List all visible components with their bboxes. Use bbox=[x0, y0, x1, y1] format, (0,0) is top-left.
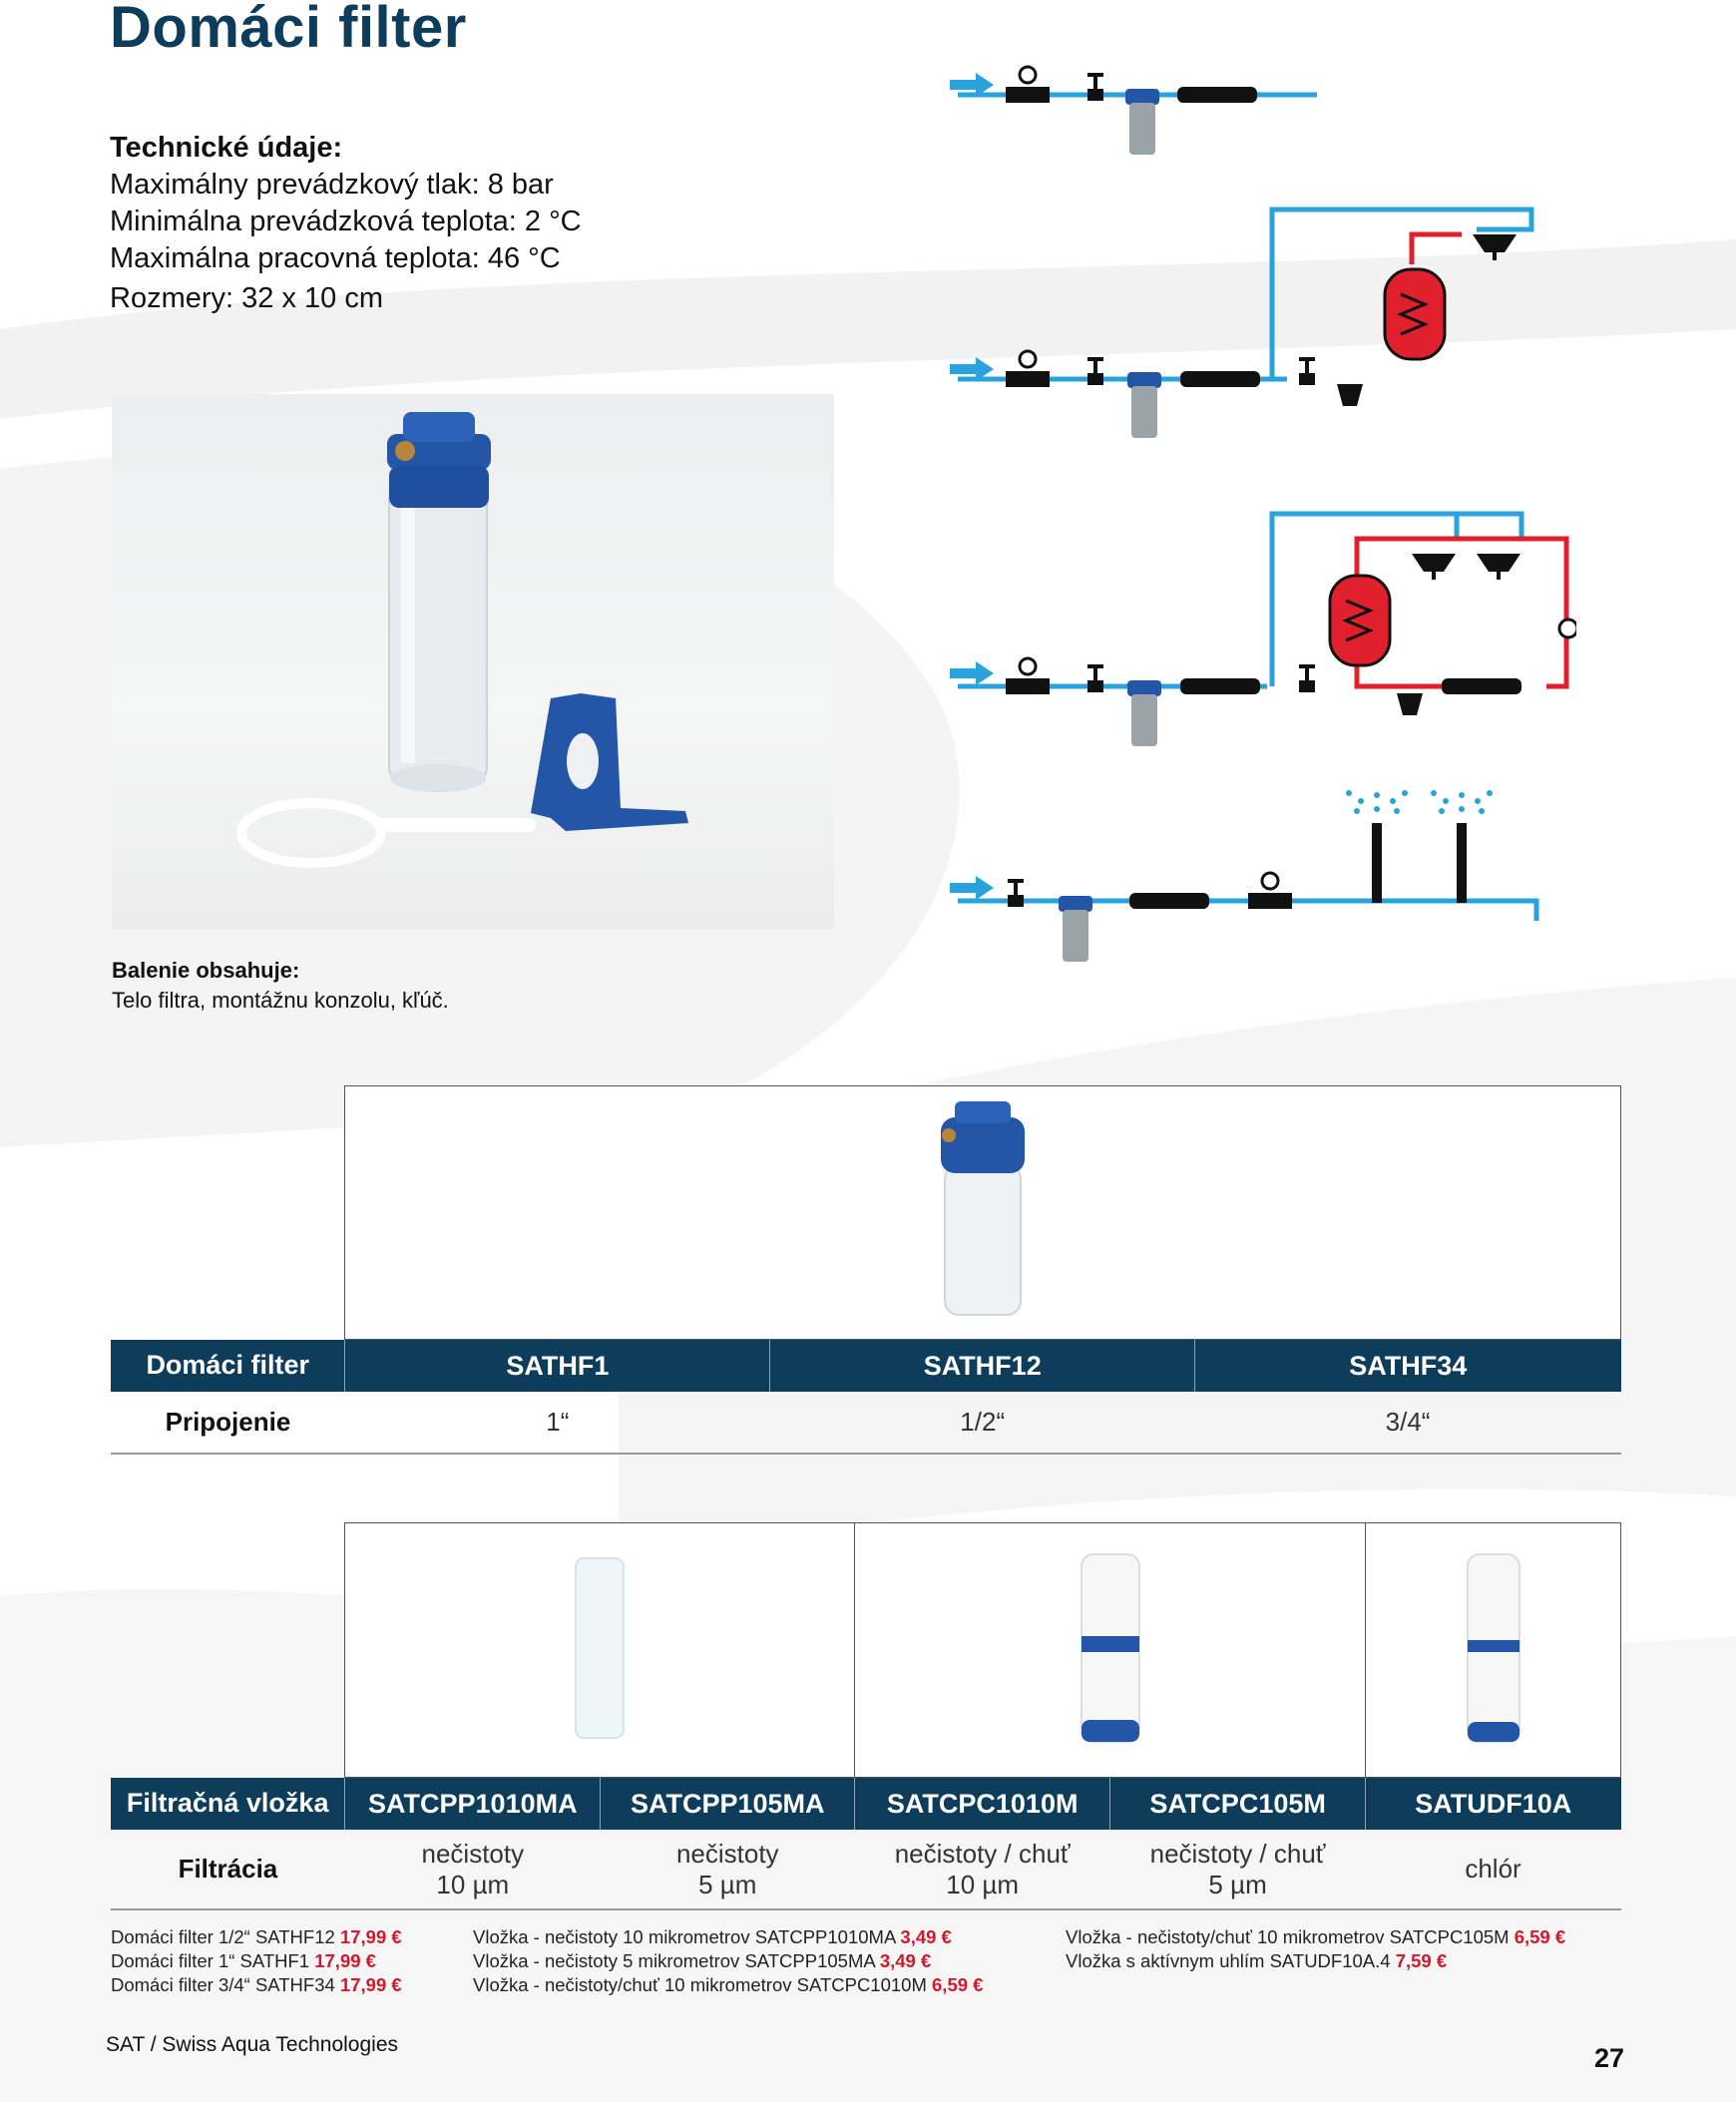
code-sathf12: SATHF12 bbox=[770, 1340, 1195, 1393]
code-satudf10a: SATUDF10A bbox=[1366, 1778, 1621, 1831]
price-list-cartridges-2 bbox=[1066, 1925, 1565, 1973]
connection-value: 3/4“ bbox=[1195, 1392, 1621, 1454]
diagram-irrigation bbox=[950, 790, 1536, 962]
connection-label: Pripojenie bbox=[111, 1392, 345, 1454]
filter-housing-icon bbox=[923, 1095, 1043, 1325]
diagram-with-circulation bbox=[950, 514, 1576, 746]
installation-diagrams bbox=[938, 55, 1576, 1013]
package-contents bbox=[112, 956, 449, 1016]
table1-header-label: Domáci filter bbox=[111, 1340, 345, 1393]
connection-value: 1“ bbox=[345, 1392, 770, 1454]
filtration-value: nečistoty 5 µm bbox=[601, 1830, 855, 1909]
footer-brand: SAT / Swiss Aqua Technologies bbox=[106, 2033, 399, 2056]
price-line: Domáci filter 3/4“ SATHF34 17,99 € bbox=[111, 1974, 402, 1995]
code-satcpc1010m: SATCPC1010M bbox=[855, 1778, 1110, 1831]
tech-heading: Technické údaje: bbox=[110, 132, 343, 164]
filter-kit-image bbox=[112, 394, 834, 929]
tech-line: Maximálny prevádzkový tlak: 8 bar bbox=[110, 169, 554, 201]
price-line: Vložka s aktívnym uhlím SATUDF10A.4 7,59 € bbox=[1066, 1950, 1448, 1971]
filter-product-image bbox=[345, 1086, 1621, 1340]
cartridge-pp-image bbox=[345, 1523, 855, 1778]
page-title: Domáci filter bbox=[110, 0, 467, 60]
page-number: 27 bbox=[1594, 2043, 1625, 2073]
tech-line: Maximálna pracovná teplota: 46 °C bbox=[110, 242, 561, 274]
code-satcpp1010ma: SATCPP1010MA bbox=[345, 1778, 601, 1831]
price-line: Vložka - nečistoty 5 mikrometrov SATCPP105MA 3,49 € bbox=[473, 1950, 932, 1971]
price-line: Domáci filter 1/2“ SATHF12 17,99 € bbox=[111, 1926, 402, 1947]
price-line: Vložka - nečistoty/chuť 10 mikrometrov SATCPC1010M 6,59 € bbox=[473, 1974, 984, 1995]
package-heading: Balenie obsahuje: bbox=[112, 958, 300, 983]
filtration-value: nečistoty 10 µm bbox=[345, 1830, 601, 1909]
tech-line: Rozmery: 32 x 10 cm bbox=[110, 282, 383, 314]
price-list-filters bbox=[111, 1925, 402, 1997]
price-line: Vložka - nečistoty/chuť 10 mikrometrov SATCPC105M 6,59 € bbox=[1066, 1926, 1566, 1947]
diagram-basic bbox=[950, 67, 1317, 155]
price-line: Domáci filter 1“ SATHF1 17,99 € bbox=[111, 1950, 376, 1971]
pc-cartridge-icon bbox=[1076, 1548, 1145, 1748]
tech-line: Minimálna prevádzková teplota: 2 °C bbox=[110, 206, 582, 237]
price-list-cartridges-1 bbox=[473, 1925, 983, 1997]
tech-specs bbox=[110, 130, 582, 317]
code-sathf34: SATHF34 bbox=[1195, 1340, 1621, 1393]
cartridge-udf-image bbox=[1366, 1523, 1621, 1778]
table2-header-label: Filtračná vložka bbox=[111, 1778, 345, 1831]
code-satcpp105ma: SATCPP105MA bbox=[601, 1778, 855, 1831]
filtration-label: Filtrácia bbox=[111, 1830, 345, 1909]
cartridge-pc-image bbox=[855, 1523, 1366, 1778]
diagram-with-boiler bbox=[950, 210, 1531, 438]
package-text: Telo filtra, montážnu konzolu, kľúč. bbox=[112, 988, 449, 1013]
filter-table bbox=[111, 1085, 1621, 1455]
filtration-value: nečistoty / chuť 10 µm bbox=[855, 1830, 1110, 1909]
pp-cartridge-icon bbox=[570, 1548, 630, 1748]
udf-cartridge-icon bbox=[1462, 1548, 1525, 1748]
cartridge-table bbox=[111, 1522, 1621, 1910]
filtration-value: nečistoty / chuť 5 µm bbox=[1110, 1830, 1366, 1909]
connection-value: 1/2“ bbox=[770, 1392, 1195, 1454]
product-photo bbox=[112, 394, 834, 929]
code-sathf1: SATHF1 bbox=[345, 1340, 770, 1393]
code-satcpc105m: SATCPC105M bbox=[1110, 1778, 1366, 1831]
filtration-value: chlór bbox=[1366, 1830, 1621, 1909]
price-line: Vložka - nečistoty 10 mikrometrov SATCPP1010MA 3,49 € bbox=[473, 1926, 952, 1947]
